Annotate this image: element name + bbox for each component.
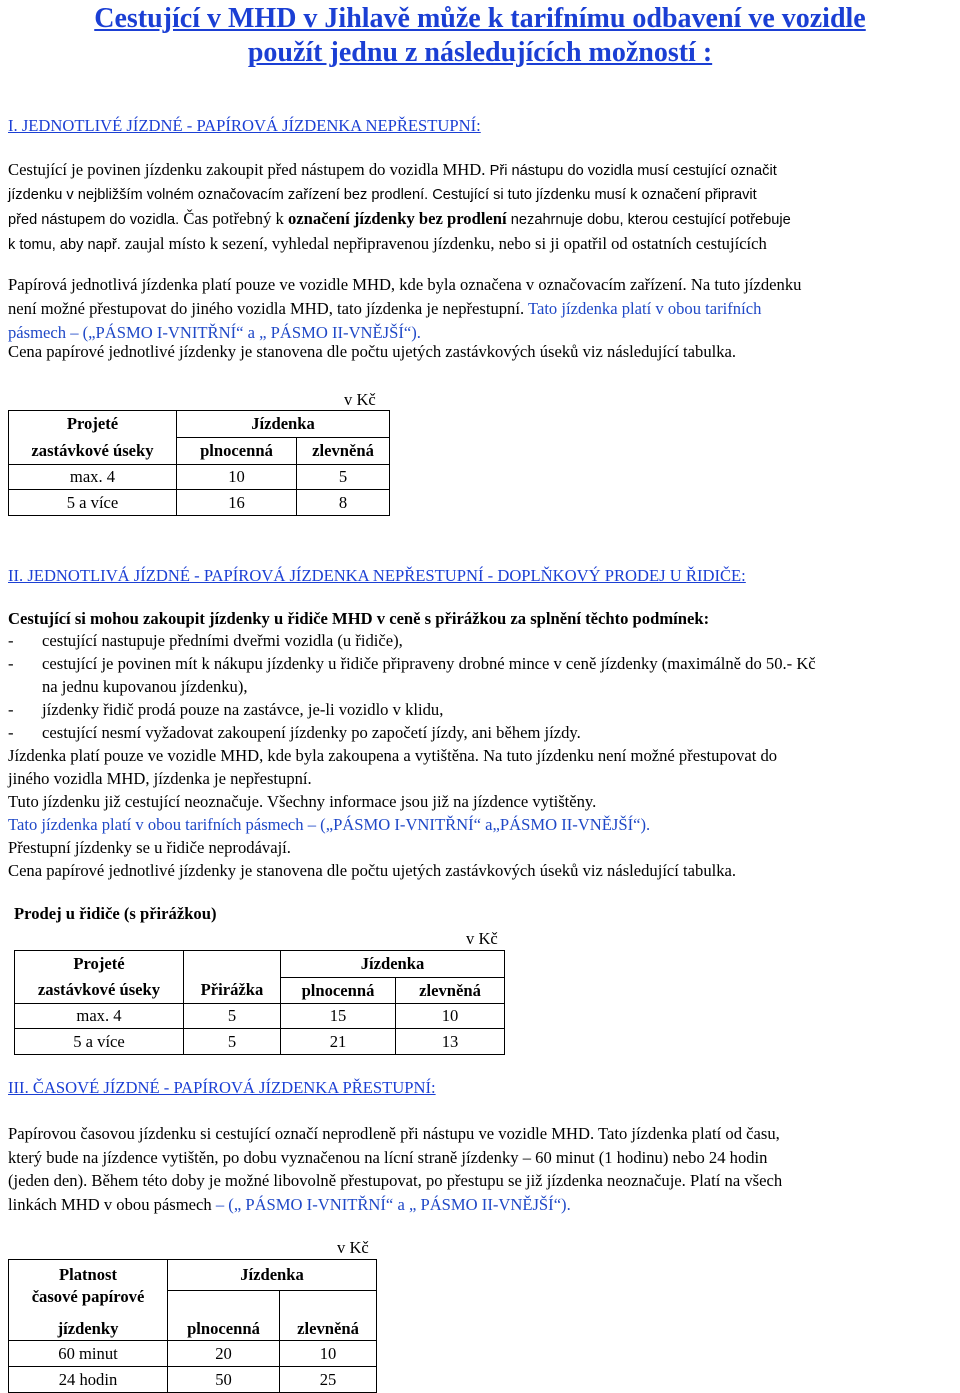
t3-head-validity-l3: jízdenky <box>9 1319 168 1341</box>
t1-head-reduced: zlevněná <box>297 438 390 465</box>
s2-p1: Jízdenka platí pouze ve vozidle MHD, kde byla zakoupena a vytištěna. Na tuto jízdenku není možné přestupovat do <box>8 746 778 765</box>
table-row <box>9 465 390 490</box>
t3-r2-validity: 24 hodin <box>9 1367 168 1393</box>
t1-r2-sections: 5 a více <box>9 490 177 516</box>
condition-2 <box>8 652 14 676</box>
t2-head-sections-l1: Projeté <box>15 951 184 978</box>
table-1 <box>8 410 390 516</box>
table-3-unit: v Kč <box>337 1238 369 1257</box>
t1-r1-reduced: 5 <box>297 465 390 490</box>
t2-head-ticket: Jízdenka <box>281 951 505 978</box>
t1-head-sections-l2: zastávkové úseky <box>9 438 177 465</box>
condition-2-text: cestující je povinen mít k nákupu jízdenky u řidiče připraveny drobné mince v ceně jízdenky (maximálně do 50.- Kč <box>42 654 816 673</box>
table-row <box>9 490 390 516</box>
table-row <box>9 1367 377 1393</box>
s1p1-line2b: Cestující si tuto jízdenku musí k označení připravit <box>432 187 757 203</box>
table-row <box>15 1004 505 1029</box>
t2-head-surcharge-blank <box>184 951 281 978</box>
section-1-price-note: Cena papírové jednotlivé jízdenky je stanovena dle počtu ujetých zastávkových úseků viz následující tabulka. <box>8 342 737 361</box>
section-2-heading: II. JEDNOTLIVÁ JÍZDNÉ - PAPÍROVÁ JÍZDENKA NEPŘESTUPNÍ - DOPLŇKOVÝ PRODEJ U ŘIDIČE: <box>8 566 746 585</box>
t3-head-validity-l2: časové papírové <box>31 1287 145 1306</box>
t1-head-ticket: Jízdenka <box>177 411 390 438</box>
table-2-unit: v Kč <box>466 929 498 948</box>
t3-head-validity <box>9 1260 168 1319</box>
t3-head-ticket: Jízdenka <box>168 1260 377 1291</box>
t3-head-blank-full <box>168 1291 280 1319</box>
t2-r1-sections: max. 4 <box>15 1004 184 1029</box>
t3-r1-validity: 60 minut <box>9 1341 168 1367</box>
s3-line4: linkách MHD v obou pásmech <box>8 1194 212 1214</box>
t1-head-sections-l1: Projeté <box>9 411 177 438</box>
s2-p2: Tuto jízdenku již cestující neoznačuje. Všechny informace jsou již na jízdence vytištěny. <box>8 792 597 811</box>
s1p1-line4: k tomu, aby např. <box>8 237 121 253</box>
dash: - <box>8 654 14 673</box>
page-title-line-1: Cestující v MHD v Jihlavě může k tarifnímu odbavení ve vozidle <box>94 3 866 34</box>
t2-head-surcharge: Přirážka <box>184 978 281 1004</box>
condition-2-text-cont: na jednu kupovanou jízdenku), <box>42 677 248 696</box>
t1-head-full: plnocenná <box>177 438 297 465</box>
t3-r2-reduced: 25 <box>280 1367 377 1393</box>
page-title-line-2: použít jednu z následujících možností : <box>247 37 713 68</box>
section-1-heading: I. JEDNOTLIVÉ JÍZDNÉ - PAPÍROVÁ JÍZDENKA NEPŘESTUPNÍ: <box>8 116 481 135</box>
s3-line2: který bude na jízdence vytištěn, po dobu vyznačenou na lícní straně jízdenky – 60 minut (1 hodinu) nebo 24 hodin <box>8 1147 768 1167</box>
table-row <box>9 1341 377 1367</box>
s1p1-line1: Cestující je povinen jízdenku zakoupit před nástupem do vozidla MHD. <box>8 160 486 179</box>
t1-r2-full: 16 <box>177 490 297 516</box>
condition-4-text: cestující nesmí vyžadovat zakoupení jízdenky po započetí jízdy, ani během jízdy. <box>42 723 581 742</box>
s1p2-line2b: Tato jízdenka platí v obou tarifních <box>527 299 762 318</box>
t3-r2-full: 50 <box>168 1367 280 1393</box>
t2-r1-surcharge: 5 <box>184 1004 281 1029</box>
t1-r1-full: 10 <box>177 465 297 490</box>
s1p2-line2: není možné přestupovat do jiného vozidla MHD, tato jízdenka je nepřestupní. <box>8 299 525 318</box>
s1p2-line1: Papírová jednotlivá jízdenka platí pouze ve vozidle MHD, kde byla označena v označovacím zařízení. Na tuto jízdenku <box>8 275 802 294</box>
t2-head-sections-l2: zastávkové úseky <box>15 978 184 1004</box>
table-row <box>15 1029 505 1055</box>
s1p1-line4b: zaujal místo k sezení, vyhledal nepřipravenou jízdenku, nebo si ji opatřil od ostatních cestujících <box>124 234 767 253</box>
condition-3-text: jízdenky řidič prodá pouze na zastávce, je-li vozidlo v klidu, <box>42 700 444 719</box>
s1p1-line3b-bold: označení jízdenky bez prodlení <box>287 209 507 228</box>
s3-line3: (jeden den). Během této doby je možné libovolně přestupovat, po přestupu se již jízdenka neoznačuje. Platí na všech <box>8 1171 783 1190</box>
condition-4 <box>8 721 14 745</box>
s2-p1b: jiného vozidla MHD, jízdenka je nepřestupní. <box>8 769 312 788</box>
t3-head-reduced: zlevněná <box>280 1319 377 1341</box>
t3-r1-reduced: 10 <box>280 1341 377 1367</box>
t3-head-full: plnocenná <box>168 1319 280 1341</box>
t2-head-full: plnocenná <box>281 978 396 1004</box>
table-1-unit: v Kč <box>344 390 376 409</box>
t2-r2-sections: 5 a více <box>15 1029 184 1055</box>
dash: - <box>8 700 14 719</box>
s2-p5: Cena papírové jednotlivé jízdenky je stanovena dle počtu ujetých zastávkových úseků viz následující tabulka. <box>8 861 737 880</box>
t1-r1-sections: max. 4 <box>9 465 177 490</box>
section-3-heading: III. ČASOVÉ JÍZDNÉ - PAPÍROVÁ JÍZDENKA PŘESTUPNÍ: <box>8 1078 436 1097</box>
s1p1-line3a: Čas potřebný k <box>183 209 284 228</box>
s1p2-line3: pásmech – („PÁSMO I-VNITŘNÍ“ a „ PÁSMO II-VNĚJŠÍ“). <box>8 323 421 342</box>
section-2-conditions-title: Cestující si mohou zakoupit jízdenky u řidiče MHD v ceně s přirážkou za splnění těchto podmínek: <box>8 609 710 628</box>
condition-1 <box>8 629 14 653</box>
t2-r1-full: 15 <box>281 1004 396 1029</box>
dash: - <box>8 631 14 650</box>
table-3 <box>8 1259 377 1393</box>
t2-r2-surcharge: 5 <box>184 1029 281 1055</box>
condition-1-text: cestující nastupuje předními dveřmi vozidla (u řidiče), <box>42 631 403 650</box>
s2-p3: Tato jízdenka platí v obou tarifních pásmech – („PÁSMO I-VNITŘNÍ“ a„PÁSMO II-VNĚJŠÍ“). <box>8 815 651 834</box>
section-1-paragraph-1 <box>8 158 956 257</box>
section-2-paragraph <box>8 744 956 882</box>
t2-r2-full: 21 <box>281 1029 396 1055</box>
section-3-paragraph <box>8 1122 956 1216</box>
t3-head-validity-l1: Platnost <box>58 1265 118 1284</box>
condition-3 <box>8 698 14 722</box>
dash: - <box>8 723 14 742</box>
s1p1-line2: jízdenku v nejbližším volném označovacím zařízení bez prodlení. <box>8 187 429 203</box>
t2-r1-reduced: 10 <box>396 1004 505 1029</box>
t1-r2-reduced: 8 <box>297 490 390 516</box>
s1p1-line3c: nezahrnuje dobu, kterou cestující potřebuje <box>510 212 791 228</box>
s2-p4: Přestupní jízdenky se u řidiče neprodávají. <box>8 838 291 857</box>
t2-r2-reduced: 13 <box>396 1029 505 1055</box>
table-2 <box>14 950 505 1055</box>
table-2-title: Prodej u řidiče (s přirážkou) <box>14 904 217 923</box>
t3-head-blank-reduced <box>280 1291 377 1319</box>
section-1-paragraph-2 <box>8 273 956 345</box>
s3-line4b: – („ PÁSMO I-VNITŘNÍ“ a „ PÁSMO II-VNĚJŠÍ“). <box>215 1194 571 1214</box>
s1p1-line3: před nástupem do vozidla. <box>8 212 180 228</box>
s3-line1: Papírovou časovou jízdenku si cestující označí neprodleně při nástupu ve vozidle MHD. Tato jízdenka platí od času, <box>8 1124 780 1143</box>
t2-head-reduced: zlevněná <box>396 978 505 1004</box>
t3-r1-full: 20 <box>168 1341 280 1367</box>
s1p1-line1b: Při nástupu do vozidla musí cestující označit <box>489 163 777 179</box>
page-title <box>0 2 960 70</box>
